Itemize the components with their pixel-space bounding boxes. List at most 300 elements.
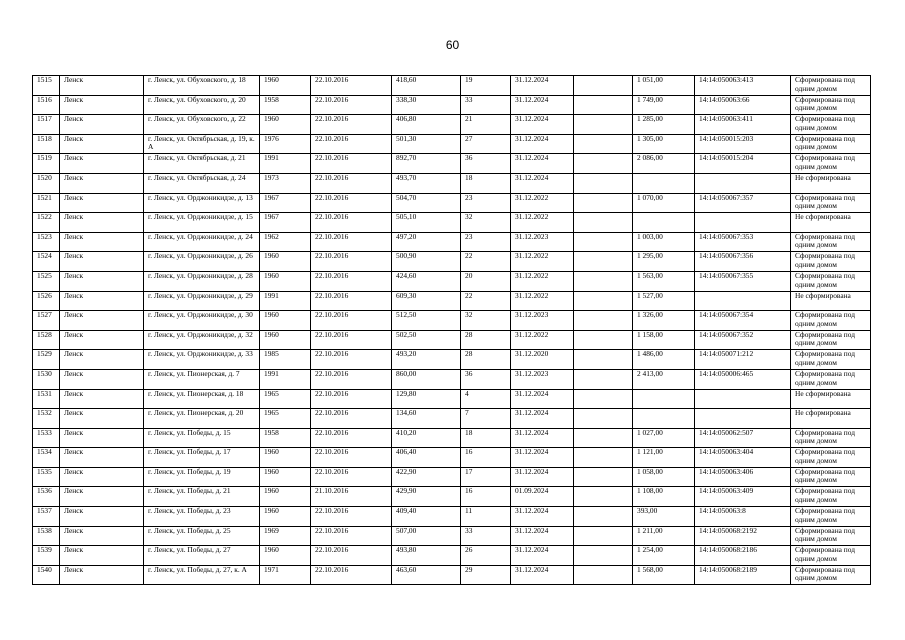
blank-cell	[574, 291, 633, 311]
year-built-cell: 1960	[260, 311, 311, 331]
date-cell: 22.10.2016	[311, 350, 392, 370]
table-row	[33, 134, 871, 154]
land-status-cell: Сформирована под одним домом	[791, 115, 871, 135]
row-number-cell: 1522	[33, 213, 60, 233]
row-number-cell: 1523	[33, 232, 60, 252]
blank-cell	[574, 193, 633, 213]
cadastral-number-cell: 14:14:050067:356	[695, 252, 791, 272]
blank-cell	[574, 565, 633, 585]
settlement-cell: Ленск	[60, 76, 144, 96]
table-row	[33, 291, 871, 311]
land-status-cell: Сформирована под одним домом	[791, 252, 871, 272]
deadline-date-cell: 31.12.2024	[511, 428, 574, 448]
land-area-cell	[633, 213, 695, 233]
row-number-cell: 1519	[33, 154, 60, 174]
year-built-cell: 1960	[260, 76, 311, 96]
date-cell: 22.10.2016	[311, 311, 392, 331]
area-cell: 422,90	[392, 467, 461, 487]
table-row	[33, 330, 871, 350]
year-built-cell: 1960	[260, 546, 311, 566]
date-cell: 22.10.2016	[311, 271, 392, 291]
year-built-cell: 1960	[260, 330, 311, 350]
cadastral-number-cell: 14:14:050071:212	[695, 350, 791, 370]
cadastral-number-cell	[695, 409, 791, 429]
land-status-cell: Сформирована под одним домом	[791, 76, 871, 96]
area-cell: 504,70	[392, 193, 461, 213]
row-number-cell: 1515	[33, 76, 60, 96]
area-cell: 500,90	[392, 252, 461, 272]
land-area-cell: 1 568,00	[633, 565, 695, 585]
cadastral-number-cell: 14:14:050063:406	[695, 467, 791, 487]
area-cell: 609,30	[392, 291, 461, 311]
land-area-cell: 1 295,00	[633, 252, 695, 272]
land-status-cell: Сформирована под одним домом	[791, 95, 871, 115]
cadastral-number-cell	[695, 389, 791, 409]
row-number-cell: 1520	[33, 173, 60, 193]
year-built-cell: 1960	[260, 252, 311, 272]
year-built-cell: 1960	[260, 271, 311, 291]
residents-cell: 28	[461, 330, 511, 350]
settlement-cell: Ленск	[60, 350, 144, 370]
area-cell: 493,70	[392, 173, 461, 193]
row-number-cell: 1528	[33, 330, 60, 350]
land-status-cell: Не сформирована	[791, 213, 871, 233]
year-built-cell: 1960	[260, 487, 311, 507]
table-row	[33, 428, 871, 448]
settlement-cell: Ленск	[60, 154, 144, 174]
blank-cell	[574, 448, 633, 468]
settlement-cell: Ленск	[60, 428, 144, 448]
land-area-cell: 1 326,00	[633, 311, 695, 331]
table-row	[33, 232, 871, 252]
deadline-date-cell: 31.12.2024	[511, 409, 574, 429]
year-built-cell: 1960	[260, 467, 311, 487]
row-number-cell: 1516	[33, 95, 60, 115]
deadline-date-cell: 31.12.2024	[511, 448, 574, 468]
land-area-cell: 1 285,00	[633, 115, 695, 135]
residents-cell: 23	[461, 193, 511, 213]
deadline-date-cell: 31.12.2023	[511, 311, 574, 331]
settlement-cell: Ленск	[60, 526, 144, 546]
residents-cell: 21	[461, 115, 511, 135]
address-cell: г. Ленск, ул. Октябрьская, д. 21	[144, 154, 260, 174]
table-row	[33, 448, 871, 468]
area-cell: 493,80	[392, 546, 461, 566]
land-area-cell	[633, 389, 695, 409]
deadline-date-cell: 31.12.2024	[511, 76, 574, 96]
deadline-date-cell: 31.12.2022	[511, 213, 574, 233]
table-row	[33, 154, 871, 174]
land-area-cell: 1 305,00	[633, 134, 695, 154]
date-cell: 22.10.2016	[311, 134, 392, 154]
address-cell: г. Ленск, ул. Октябрьская, д. 24	[144, 173, 260, 193]
land-area-cell: 1 108,00	[633, 487, 695, 507]
table-row	[33, 526, 871, 546]
land-status-cell: Сформирована под одним домом	[791, 565, 871, 585]
year-built-cell: 1967	[260, 213, 311, 233]
date-cell: 22.10.2016	[311, 409, 392, 429]
land-status-cell: Сформирована под одним домом	[791, 232, 871, 252]
table-row	[33, 173, 871, 193]
blank-cell	[574, 154, 633, 174]
area-cell: 406,80	[392, 115, 461, 135]
cadastral-number-cell	[695, 213, 791, 233]
settlement-cell: Ленск	[60, 546, 144, 566]
year-built-cell: 1976	[260, 134, 311, 154]
deadline-date-cell: 31.12.2022	[511, 291, 574, 311]
table-row	[33, 467, 871, 487]
address-cell: г. Ленск, ул. Орджоникидзе, д. 29	[144, 291, 260, 311]
residents-cell: 19	[461, 76, 511, 96]
date-cell: 22.10.2016	[311, 173, 392, 193]
blank-cell	[574, 271, 633, 291]
row-number-cell: 1527	[33, 311, 60, 331]
blank-cell	[574, 232, 633, 252]
year-built-cell: 1958	[260, 95, 311, 115]
table-body	[33, 76, 871, 585]
land-area-cell: 1 254,00	[633, 546, 695, 566]
row-number-cell: 1526	[33, 291, 60, 311]
year-built-cell: 1960	[260, 448, 311, 468]
land-status-cell: Сформирована под одним домом	[791, 428, 871, 448]
land-area-cell: 1 158,00	[633, 330, 695, 350]
deadline-date-cell: 31.12.2024	[511, 526, 574, 546]
cadastral-number-cell	[695, 173, 791, 193]
area-cell: 406,40	[392, 448, 461, 468]
deadline-date-cell: 31.12.2024	[511, 565, 574, 585]
land-status-cell: Сформирована под одним домом	[791, 467, 871, 487]
deadline-date-cell: 31.12.2024	[511, 507, 574, 527]
land-status-cell: Сформирована под одним домом	[791, 369, 871, 389]
settlement-cell: Ленск	[60, 173, 144, 193]
residents-cell: 18	[461, 428, 511, 448]
address-cell: г. Ленск, ул. Пионерская, д. 7	[144, 369, 260, 389]
residents-cell: 20	[461, 271, 511, 291]
cadastral-number-cell: 14:14:050063:409	[695, 487, 791, 507]
cadastral-number-cell: 14:14:050068:2186	[695, 546, 791, 566]
year-built-cell: 1962	[260, 232, 311, 252]
blank-cell	[574, 507, 633, 527]
address-cell: г. Ленск, ул. Октябрьская, д. 19, к. А	[144, 134, 260, 154]
year-built-cell: 1973	[260, 173, 311, 193]
area-cell: 860,00	[392, 369, 461, 389]
table-row	[33, 389, 871, 409]
cadastral-number-cell: 14:14:050063:8	[695, 507, 791, 527]
cadastral-number-cell	[695, 291, 791, 311]
settlement-cell: Ленск	[60, 507, 144, 527]
area-cell: 134,60	[392, 409, 461, 429]
deadline-date-cell: 01.09.2024	[511, 487, 574, 507]
land-status-cell: Сформирована под одним домом	[791, 526, 871, 546]
residents-cell: 36	[461, 154, 511, 174]
land-status-cell: Не сформирована	[791, 291, 871, 311]
blank-cell	[574, 467, 633, 487]
row-number-cell: 1521	[33, 193, 60, 213]
address-cell: г. Ленск, ул. Пионерская, д. 20	[144, 409, 260, 429]
date-cell: 22.10.2016	[311, 448, 392, 468]
blank-cell	[574, 95, 633, 115]
residents-cell: 22	[461, 252, 511, 272]
row-number-cell: 1531	[33, 389, 60, 409]
year-built-cell: 1967	[260, 193, 311, 213]
residents-cell: 22	[461, 291, 511, 311]
area-cell: 409,40	[392, 507, 461, 527]
page-number: 60	[445, 38, 460, 52]
address-cell: г. Ленск, ул. Обуховского, д. 20	[144, 95, 260, 115]
date-cell: 22.10.2016	[311, 389, 392, 409]
cadastral-number-cell: 14:14:050063:411	[695, 115, 791, 135]
settlement-cell: Ленск	[60, 389, 144, 409]
address-cell: г. Ленск, ул. Победы, д. 27, к. А	[144, 565, 260, 585]
blank-cell	[574, 487, 633, 507]
row-number-cell: 1540	[33, 565, 60, 585]
table-row	[33, 507, 871, 527]
blank-cell	[574, 252, 633, 272]
row-number-cell: 1539	[33, 546, 60, 566]
blank-cell	[574, 389, 633, 409]
settlement-cell: Ленск	[60, 134, 144, 154]
deadline-date-cell: 31.12.2022	[511, 330, 574, 350]
date-cell: 22.10.2016	[311, 252, 392, 272]
land-status-cell: Не сформирована	[791, 173, 871, 193]
date-cell: 22.10.2016	[311, 76, 392, 96]
area-cell: 507,00	[392, 526, 461, 546]
cadastral-number-cell: 14:14:050006:465	[695, 369, 791, 389]
year-built-cell: 1965	[260, 409, 311, 429]
cadastral-number-cell: 14:14:050067:353	[695, 232, 791, 252]
year-built-cell: 1960	[260, 115, 311, 135]
residents-cell: 16	[461, 448, 511, 468]
blank-cell	[574, 311, 633, 331]
blank-cell	[574, 369, 633, 389]
address-cell: г. Ленск, ул. Победы, д. 27	[144, 546, 260, 566]
year-built-cell: 1971	[260, 565, 311, 585]
table-row	[33, 311, 871, 331]
row-number-cell: 1517	[33, 115, 60, 135]
row-number-cell: 1518	[33, 134, 60, 154]
land-area-cell	[633, 409, 695, 429]
year-built-cell: 1991	[260, 369, 311, 389]
deadline-date-cell: 31.12.2022	[511, 193, 574, 213]
land-area-cell: 2 086,00	[633, 154, 695, 174]
land-status-cell: Сформирована под одним домом	[791, 154, 871, 174]
cadastral-number-cell: 14:14:050067:355	[695, 271, 791, 291]
row-number-cell: 1525	[33, 271, 60, 291]
land-area-cell: 2 413,00	[633, 369, 695, 389]
residents-cell: 4	[461, 389, 511, 409]
date-cell: 22.10.2016	[311, 369, 392, 389]
area-cell: 418,60	[392, 76, 461, 96]
settlement-cell: Ленск	[60, 95, 144, 115]
address-cell: г. Ленск, ул. Победы, д. 19	[144, 467, 260, 487]
address-cell: г. Ленск, ул. Обуховского, д. 22	[144, 115, 260, 135]
table-row	[33, 115, 871, 135]
address-cell: г. Ленск, ул. Победы, д. 15	[144, 428, 260, 448]
residents-cell: 29	[461, 565, 511, 585]
land-area-cell: 1 027,00	[633, 428, 695, 448]
area-cell: 892,70	[392, 154, 461, 174]
residents-cell: 33	[461, 526, 511, 546]
land-status-cell: Сформирована под одним домом	[791, 193, 871, 213]
blank-cell	[574, 428, 633, 448]
deadline-date-cell: 31.12.2024	[511, 134, 574, 154]
land-area-cell: 1 749,00	[633, 95, 695, 115]
row-number-cell: 1530	[33, 369, 60, 389]
settlement-cell: Ленск	[60, 369, 144, 389]
residents-cell: 28	[461, 350, 511, 370]
date-cell: 22.10.2016	[311, 154, 392, 174]
blank-cell	[574, 76, 633, 96]
table-row	[33, 193, 871, 213]
deadline-date-cell: 31.12.2020	[511, 350, 574, 370]
date-cell: 22.10.2016	[311, 95, 392, 115]
cadastral-number-cell: 14:14:050063:413	[695, 76, 791, 96]
settlement-cell: Ленск	[60, 311, 144, 331]
blank-cell	[574, 546, 633, 566]
table-row	[33, 350, 871, 370]
address-cell: г. Ленск, ул. Орджоникидзе, д. 26	[144, 252, 260, 272]
area-cell: 502,50	[392, 330, 461, 350]
settlement-cell: Ленск	[60, 448, 144, 468]
table-row	[33, 546, 871, 566]
cadastral-number-cell: 14:14:050062:507	[695, 428, 791, 448]
table-row	[33, 409, 871, 429]
deadline-date-cell: 31.12.2022	[511, 252, 574, 272]
year-built-cell: 1965	[260, 389, 311, 409]
settlement-cell: Ленск	[60, 291, 144, 311]
year-built-cell: 1958	[260, 428, 311, 448]
deadline-date-cell: 31.12.2024	[511, 95, 574, 115]
cadastral-number-cell: 14:14:050068:2189	[695, 565, 791, 585]
land-area-cell: 1 003,00	[633, 232, 695, 252]
blank-cell	[574, 115, 633, 135]
table-row	[33, 565, 871, 585]
deadline-date-cell: 31.12.2023	[511, 232, 574, 252]
land-status-cell: Сформирована под одним домом	[791, 330, 871, 350]
date-cell: 22.10.2016	[311, 565, 392, 585]
deadline-date-cell: 31.12.2024	[511, 154, 574, 174]
address-cell: г. Ленск, ул. Орджоникидзе, д. 24	[144, 232, 260, 252]
area-cell: 505,10	[392, 213, 461, 233]
residents-cell: 7	[461, 409, 511, 429]
year-built-cell: 1991	[260, 154, 311, 174]
table-row	[33, 213, 871, 233]
land-status-cell: Сформирована под одним домом	[791, 546, 871, 566]
settlement-cell: Ленск	[60, 565, 144, 585]
land-area-cell: 1 527,00	[633, 291, 695, 311]
blank-cell	[574, 213, 633, 233]
deadline-date-cell: 31.12.2024	[511, 546, 574, 566]
address-cell: г. Ленск, ул. Орджоникидзе, д. 13	[144, 193, 260, 213]
land-status-cell: Сформирована под одним домом	[791, 311, 871, 331]
address-cell: г. Ленск, ул. Обуховского, д. 18	[144, 76, 260, 96]
address-cell: г. Ленск, ул. Орджоникидзе, д. 32	[144, 330, 260, 350]
deadline-date-cell: 31.12.2024	[511, 467, 574, 487]
settlement-cell: Ленск	[60, 193, 144, 213]
row-number-cell: 1536	[33, 487, 60, 507]
residents-cell: 36	[461, 369, 511, 389]
date-cell: 22.10.2016	[311, 507, 392, 527]
residents-cell: 11	[461, 507, 511, 527]
settlement-cell: Ленск	[60, 115, 144, 135]
residents-cell: 23	[461, 232, 511, 252]
land-area-cell: 1 486,00	[633, 350, 695, 370]
land-area-cell: 1 211,00	[633, 526, 695, 546]
row-number-cell: 1532	[33, 409, 60, 429]
settlement-cell: Ленск	[60, 330, 144, 350]
land-area-cell: 1 051,00	[633, 76, 695, 96]
address-cell: г. Ленск, ул. Орджоникидзе, д. 33	[144, 350, 260, 370]
settlement-cell: Ленск	[60, 409, 144, 429]
residents-cell: 33	[461, 95, 511, 115]
table-row	[33, 369, 871, 389]
settlement-cell: Ленск	[60, 232, 144, 252]
land-area-cell: 1 058,00	[633, 467, 695, 487]
year-built-cell: 1985	[260, 350, 311, 370]
date-cell: 22.10.2016	[311, 467, 392, 487]
area-cell: 463,60	[392, 565, 461, 585]
cadastral-number-cell: 14:14:050068:2192	[695, 526, 791, 546]
residents-cell: 18	[461, 173, 511, 193]
land-status-cell: Сформирована под одним домом	[791, 448, 871, 468]
land-area-cell	[633, 173, 695, 193]
address-cell: г. Ленск, ул. Орджоникидзе, д. 30	[144, 311, 260, 331]
land-status-cell: Не сформирована	[791, 389, 871, 409]
settlement-cell: Ленск	[60, 252, 144, 272]
address-cell: г. Ленск, ул. Орджоникидзе, д. 28	[144, 271, 260, 291]
address-cell: г. Ленск, ул. Победы, д. 17	[144, 448, 260, 468]
area-cell: 512,50	[392, 311, 461, 331]
date-cell: 22.10.2016	[311, 330, 392, 350]
deadline-date-cell: 31.12.2024	[511, 173, 574, 193]
area-cell: 129,80	[392, 389, 461, 409]
land-area-cell: 1 070,00	[633, 193, 695, 213]
land-area-cell: 1 563,00	[633, 271, 695, 291]
land-status-cell: Сформирована под одним домом	[791, 271, 871, 291]
row-number-cell: 1533	[33, 428, 60, 448]
date-cell: 22.10.2016	[311, 232, 392, 252]
cadastral-number-cell: 14:14:050067:352	[695, 330, 791, 350]
blank-cell	[574, 526, 633, 546]
row-number-cell: 1538	[33, 526, 60, 546]
land-status-cell: Сформирована под одним домом	[791, 487, 871, 507]
settlement-cell: Ленск	[60, 467, 144, 487]
cadastral-number-cell: 14:14:050067:357	[695, 193, 791, 213]
row-number-cell: 1529	[33, 350, 60, 370]
table-row	[33, 95, 871, 115]
date-cell: 22.10.2016	[311, 115, 392, 135]
date-cell: 22.10.2016	[311, 428, 392, 448]
residents-cell: 32	[461, 213, 511, 233]
area-cell: 493,20	[392, 350, 461, 370]
settlement-cell: Ленск	[60, 487, 144, 507]
year-built-cell: 1960	[260, 507, 311, 527]
land-status-cell: Сформирована под одним домом	[791, 134, 871, 154]
blank-cell	[574, 173, 633, 193]
blank-cell	[574, 134, 633, 154]
table-row	[33, 76, 871, 96]
date-cell: 22.10.2016	[311, 193, 392, 213]
blank-cell	[574, 409, 633, 429]
settlement-cell: Ленск	[60, 213, 144, 233]
year-built-cell: 1969	[260, 526, 311, 546]
housing-registry-table	[32, 75, 871, 585]
blank-cell	[574, 330, 633, 350]
date-cell: 22.10.2016	[311, 291, 392, 311]
table-row	[33, 252, 871, 272]
land-status-cell: Не сформирована	[791, 409, 871, 429]
area-cell: 338,30	[392, 95, 461, 115]
